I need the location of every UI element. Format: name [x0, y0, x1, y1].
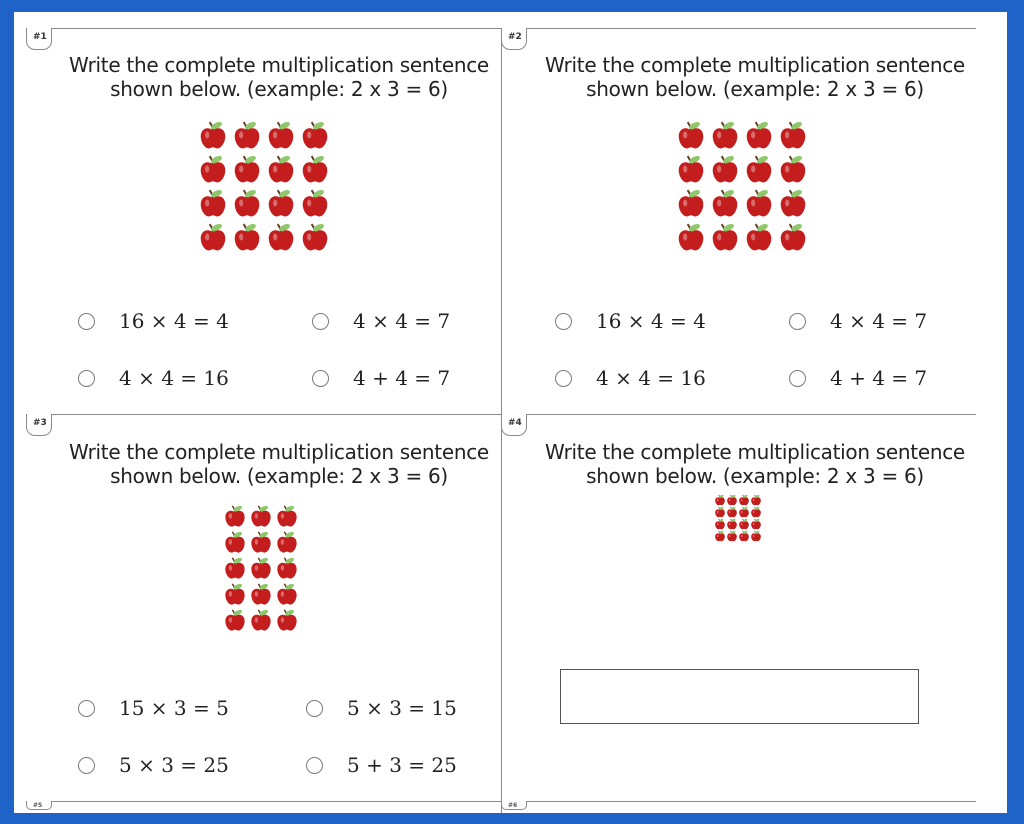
apple-icon [225, 583, 244, 605]
option-label: 4 × 4 = 7 [830, 309, 928, 333]
apple-icon [225, 531, 244, 553]
option-label: 15 × 3 = 5 [119, 696, 229, 720]
apple-icon [235, 223, 260, 251]
option-label: 5 × 3 = 25 [119, 753, 229, 777]
option-label: 4 × 4 = 16 [119, 366, 229, 390]
apple-array [674, 118, 810, 254]
apple-icon [679, 121, 704, 149]
apple-icon [739, 494, 749, 505]
prompt-line: Write the complete multiplication sentence [69, 440, 489, 464]
apple-icon [739, 518, 749, 529]
apple-icon [201, 223, 226, 251]
apple-icon [235, 121, 260, 149]
question-prompt [54, 440, 504, 488]
apple-icon [277, 557, 296, 579]
prompt-line: Write the complete multiplication sentence [545, 440, 965, 464]
answer-option-d[interactable] [306, 752, 457, 778]
apple-icon [235, 155, 260, 183]
answer-option-a[interactable] [78, 308, 229, 334]
radio-button[interactable] [78, 313, 95, 330]
radio-button[interactable] [78, 700, 95, 717]
answer-option-c[interactable] [555, 365, 706, 391]
apple-icon [277, 531, 296, 553]
apple-icon [251, 505, 270, 527]
question-number: #3 [26, 414, 52, 436]
option-label: 16 × 4 = 4 [119, 309, 229, 333]
apple-icon [715, 530, 725, 541]
apple-icon [251, 583, 270, 605]
radio-button[interactable] [306, 757, 323, 774]
prompt-line: Write the complete multiplication sentence [545, 53, 965, 77]
apple-icon [751, 506, 761, 517]
question-prompt [54, 53, 504, 101]
apple-icon [277, 505, 296, 527]
worksheet-page [14, 12, 1007, 813]
apple-icon [713, 155, 738, 183]
question-number: #5 [26, 801, 52, 810]
radio-button[interactable] [789, 370, 806, 387]
apple-icon [713, 223, 738, 251]
apple-icon [303, 121, 328, 149]
apple-icon [739, 530, 749, 541]
prompt-line: shown below. (example: 2 x 3 = 6) [586, 77, 924, 101]
radio-button[interactable] [312, 370, 329, 387]
option-label: 5 × 3 = 15 [347, 696, 457, 720]
option-label: 4 × 4 = 16 [596, 366, 706, 390]
apple-icon [715, 506, 725, 517]
apple-icon [201, 189, 226, 217]
radio-button[interactable] [555, 313, 572, 330]
answer-option-a[interactable] [555, 308, 706, 334]
option-label: 4 × 4 = 7 [353, 309, 451, 333]
apple-icon [679, 189, 704, 217]
apple-icon [727, 518, 737, 529]
radio-button[interactable] [789, 313, 806, 330]
apple-icon [269, 121, 294, 149]
apple-icon [201, 155, 226, 183]
apple-icon [751, 518, 761, 529]
apple-icon [781, 223, 806, 251]
apple-icon [715, 518, 725, 529]
apple-icon [739, 506, 749, 517]
apple-icon [751, 494, 761, 505]
apple-icon [303, 155, 328, 183]
apple-icon [225, 557, 244, 579]
option-label: 4 + 4 = 7 [830, 366, 928, 390]
apple-icon [747, 189, 772, 217]
question-number: #4 [501, 414, 527, 436]
apple-icon [781, 155, 806, 183]
radio-button[interactable] [555, 370, 572, 387]
radio-button[interactable] [78, 757, 95, 774]
prompt-line: Write the complete multiplication sentence [69, 53, 489, 77]
answer-option-b[interactable] [312, 308, 450, 334]
apple-icon [225, 505, 244, 527]
answer-option-b[interactable] [789, 308, 927, 334]
apple-icon [747, 223, 772, 251]
question-number: #1 [26, 28, 52, 50]
radio-button[interactable] [306, 700, 323, 717]
apple-icon [303, 223, 328, 251]
answer-option-c[interactable] [78, 365, 229, 391]
apple-icon [781, 189, 806, 217]
answer-option-d[interactable] [312, 365, 450, 391]
option-label: 4 + 4 = 7 [353, 366, 451, 390]
apple-icon [727, 494, 737, 505]
answer-input[interactable] [560, 669, 919, 724]
apple-icon [277, 583, 296, 605]
question-number: #6 [501, 801, 527, 810]
apple-icon [251, 609, 270, 631]
prompt-line: shown below. (example: 2 x 3 = 6) [586, 464, 924, 488]
prompt-line: shown below. (example: 2 x 3 = 6) [110, 464, 448, 488]
apple-array [714, 494, 762, 542]
apple-icon [727, 506, 737, 517]
prompt-line: shown below. (example: 2 x 3 = 6) [110, 77, 448, 101]
option-label: 5 + 3 = 25 [347, 753, 457, 777]
apple-icon [715, 494, 725, 505]
radio-button[interactable] [78, 370, 95, 387]
radio-button[interactable] [312, 313, 329, 330]
apple-icon [201, 121, 226, 149]
apple-icon [747, 121, 772, 149]
apple-icon [269, 223, 294, 251]
question-prompt [530, 440, 980, 488]
apple-icon [235, 189, 260, 217]
apple-icon [303, 189, 328, 217]
apple-icon [679, 155, 704, 183]
apple-array [196, 118, 332, 254]
question-number: #2 [501, 28, 527, 50]
apple-icon [751, 530, 761, 541]
option-label: 16 × 4 = 4 [596, 309, 706, 333]
apple-icon [277, 609, 296, 631]
apple-icon [251, 557, 270, 579]
apple-icon [713, 121, 738, 149]
answer-option-d[interactable] [789, 365, 927, 391]
answer-option-b[interactable] [306, 695, 457, 721]
answer-option-c[interactable] [78, 752, 229, 778]
apple-icon [225, 609, 244, 631]
apple-icon [727, 530, 737, 541]
apple-icon [269, 155, 294, 183]
question-prompt [530, 53, 980, 101]
apple-icon [269, 189, 294, 217]
apple-icon [747, 155, 772, 183]
apple-icon [251, 531, 270, 553]
answer-option-a[interactable] [78, 695, 229, 721]
apple-icon [781, 121, 806, 149]
apple-array [222, 503, 300, 633]
apple-icon [679, 223, 704, 251]
apple-icon [713, 189, 738, 217]
